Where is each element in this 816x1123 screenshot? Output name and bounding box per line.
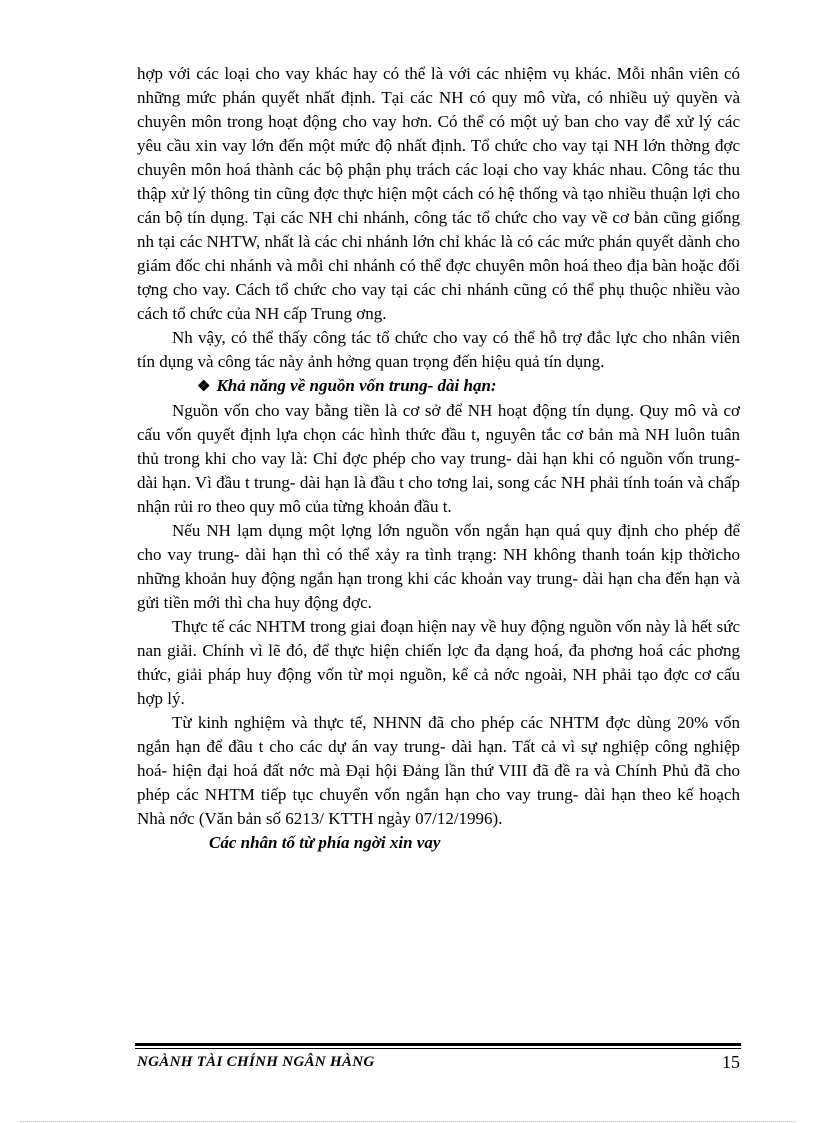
paragraph-4: Nếu NH lạm dụng một lợng lớn nguồn vốn ngắn hạn quá quy định cho phép để cho vay trung- dài hạn thì có thể xảy ra tình trạng: NH không thanh toán kịp thờicho những khoản huy động ngắn hạn trong khi các khoản vay trung- dài hạn cha đến hạn và gửi tiền mới thì cha huy động đợc. <box>137 521 740 612</box>
paragraph-2: Nh vậy, có thể thấy công tác tổ chức cho vay có thể hỗ trợ đắc lực cho nhân viên tín dụng và công tác này ảnh hởng quan trọng đến hiệu quả tín dụng. <box>137 328 740 371</box>
footer-rule-thin <box>135 1048 741 1049</box>
paragraph-6: Từ kinh nghiệm và thực tế, NHNN đã cho phép các NHTM đợc dùng 20% vốn ngắn hạn để đầu t cho các dự án vay trung- dài hạn. Tất cả vì sự nghiệp công nghiệp hoá- hiện đại hoá đất nớc mà Đại hội Đảng lần thứ VIII đã đề ra và Chính Phủ đã cho phép các NHTM tiếp tục chuyển vốn ngắn hạn cho vay trung- dài hạn theo kế hoạch Nhà nớc (Văn bản số 6213/ KTTH ngày 07/12/1996). <box>137 713 740 828</box>
paragraph-3: Nguồn vốn cho vay bằng tiền là cơ sở để NH hoạt động tín dụng. Quy mô và cơ cấu vốn quyết định lựa chọn các hình thức đầu t, nguyên tắc cơ bản mà NH luôn tuân thủ trong khi cho vay là: Chỉ đợc phép cho vay trung- dài hạn khi có nguồn vốn trung- dài hạn. Vì đầu t trung- dài hạn là đầu t cho tơng lai, song các NH phải tính toán và chấp nhận rủi ro theo quy mô của từng khoản đầu t. <box>137 401 740 516</box>
page-body <box>137 62 740 855</box>
paragraph-1: hợp với các loại cho vay khác hay có thể là với các nhiệm vụ khác. Mỗi nhân viên có những mức phán quyết nhất định. Tại các NH có quy mô vừa, có nhiều uỷ quyền và chuyên môn trong hoạt động cho vay hơn. Có thể có một uỷ ban cho vay để xử lý các yêu cầu xin vay lớn đến một mức độ nhất định. Tổ chức cho vay tại NH lớn thờng đợc chuyên môn hoá thành các bộ phận phụ trách các loại cho vay khác nhau. Công tác thu thập xử lý thông tin cũng đợc thực hiện một cách có hệ thống và tạo nhiều thuận lợi cho cán bộ tín dụng. Tại các NH chi nhánh, công tác tổ chức cho vay về cơ bản cũng giống nh tại các NHTW, nhất là các chi nhánh lớn chỉ khác là có các mức phán quyết dành cho giám đốc chi nhánh và mỗi chi nhánh có thể đợc chuyên môn hoá theo địa bàn hoặc đối tợng cho vay. Cách tổ chức cho vay tại các chi nhánh cũng có thể phụ thuộc nhiều vào cách tổ chức của NH cấp Trung ơng. <box>137 64 740 323</box>
section-heading <box>137 374 740 399</box>
page-number: 15 <box>722 1052 740 1072</box>
section-heading-text: Khả năng về nguồn vốn trung- dài hạn: <box>216 376 497 395</box>
subsection-heading: Các nhân tố từ phía ngời xin vay <box>209 833 441 852</box>
diamond-bullet-icon: ❖ <box>197 379 211 395</box>
page-bottom-divider <box>20 1121 796 1122</box>
footer-title: NGÀNH TÀI CHÍNH NGÂN HÀNG <box>137 1054 375 1066</box>
footer-rule-thick <box>135 1043 741 1046</box>
paragraph-5: Thực tế các NHTM trong giai đoạn hiện nay về huy động nguồn vốn này là hết sức nan giải. Chính vì lẽ đó, để thực hiện chiến lợc đa dạng hoá, đa phơng hoá các phơng thức, giải pháp huy động vốn từ mọi nguồn, kể cả nớc ngoài, NH phải tạo đợc cơ cấu hợp lý. <box>137 617 740 708</box>
